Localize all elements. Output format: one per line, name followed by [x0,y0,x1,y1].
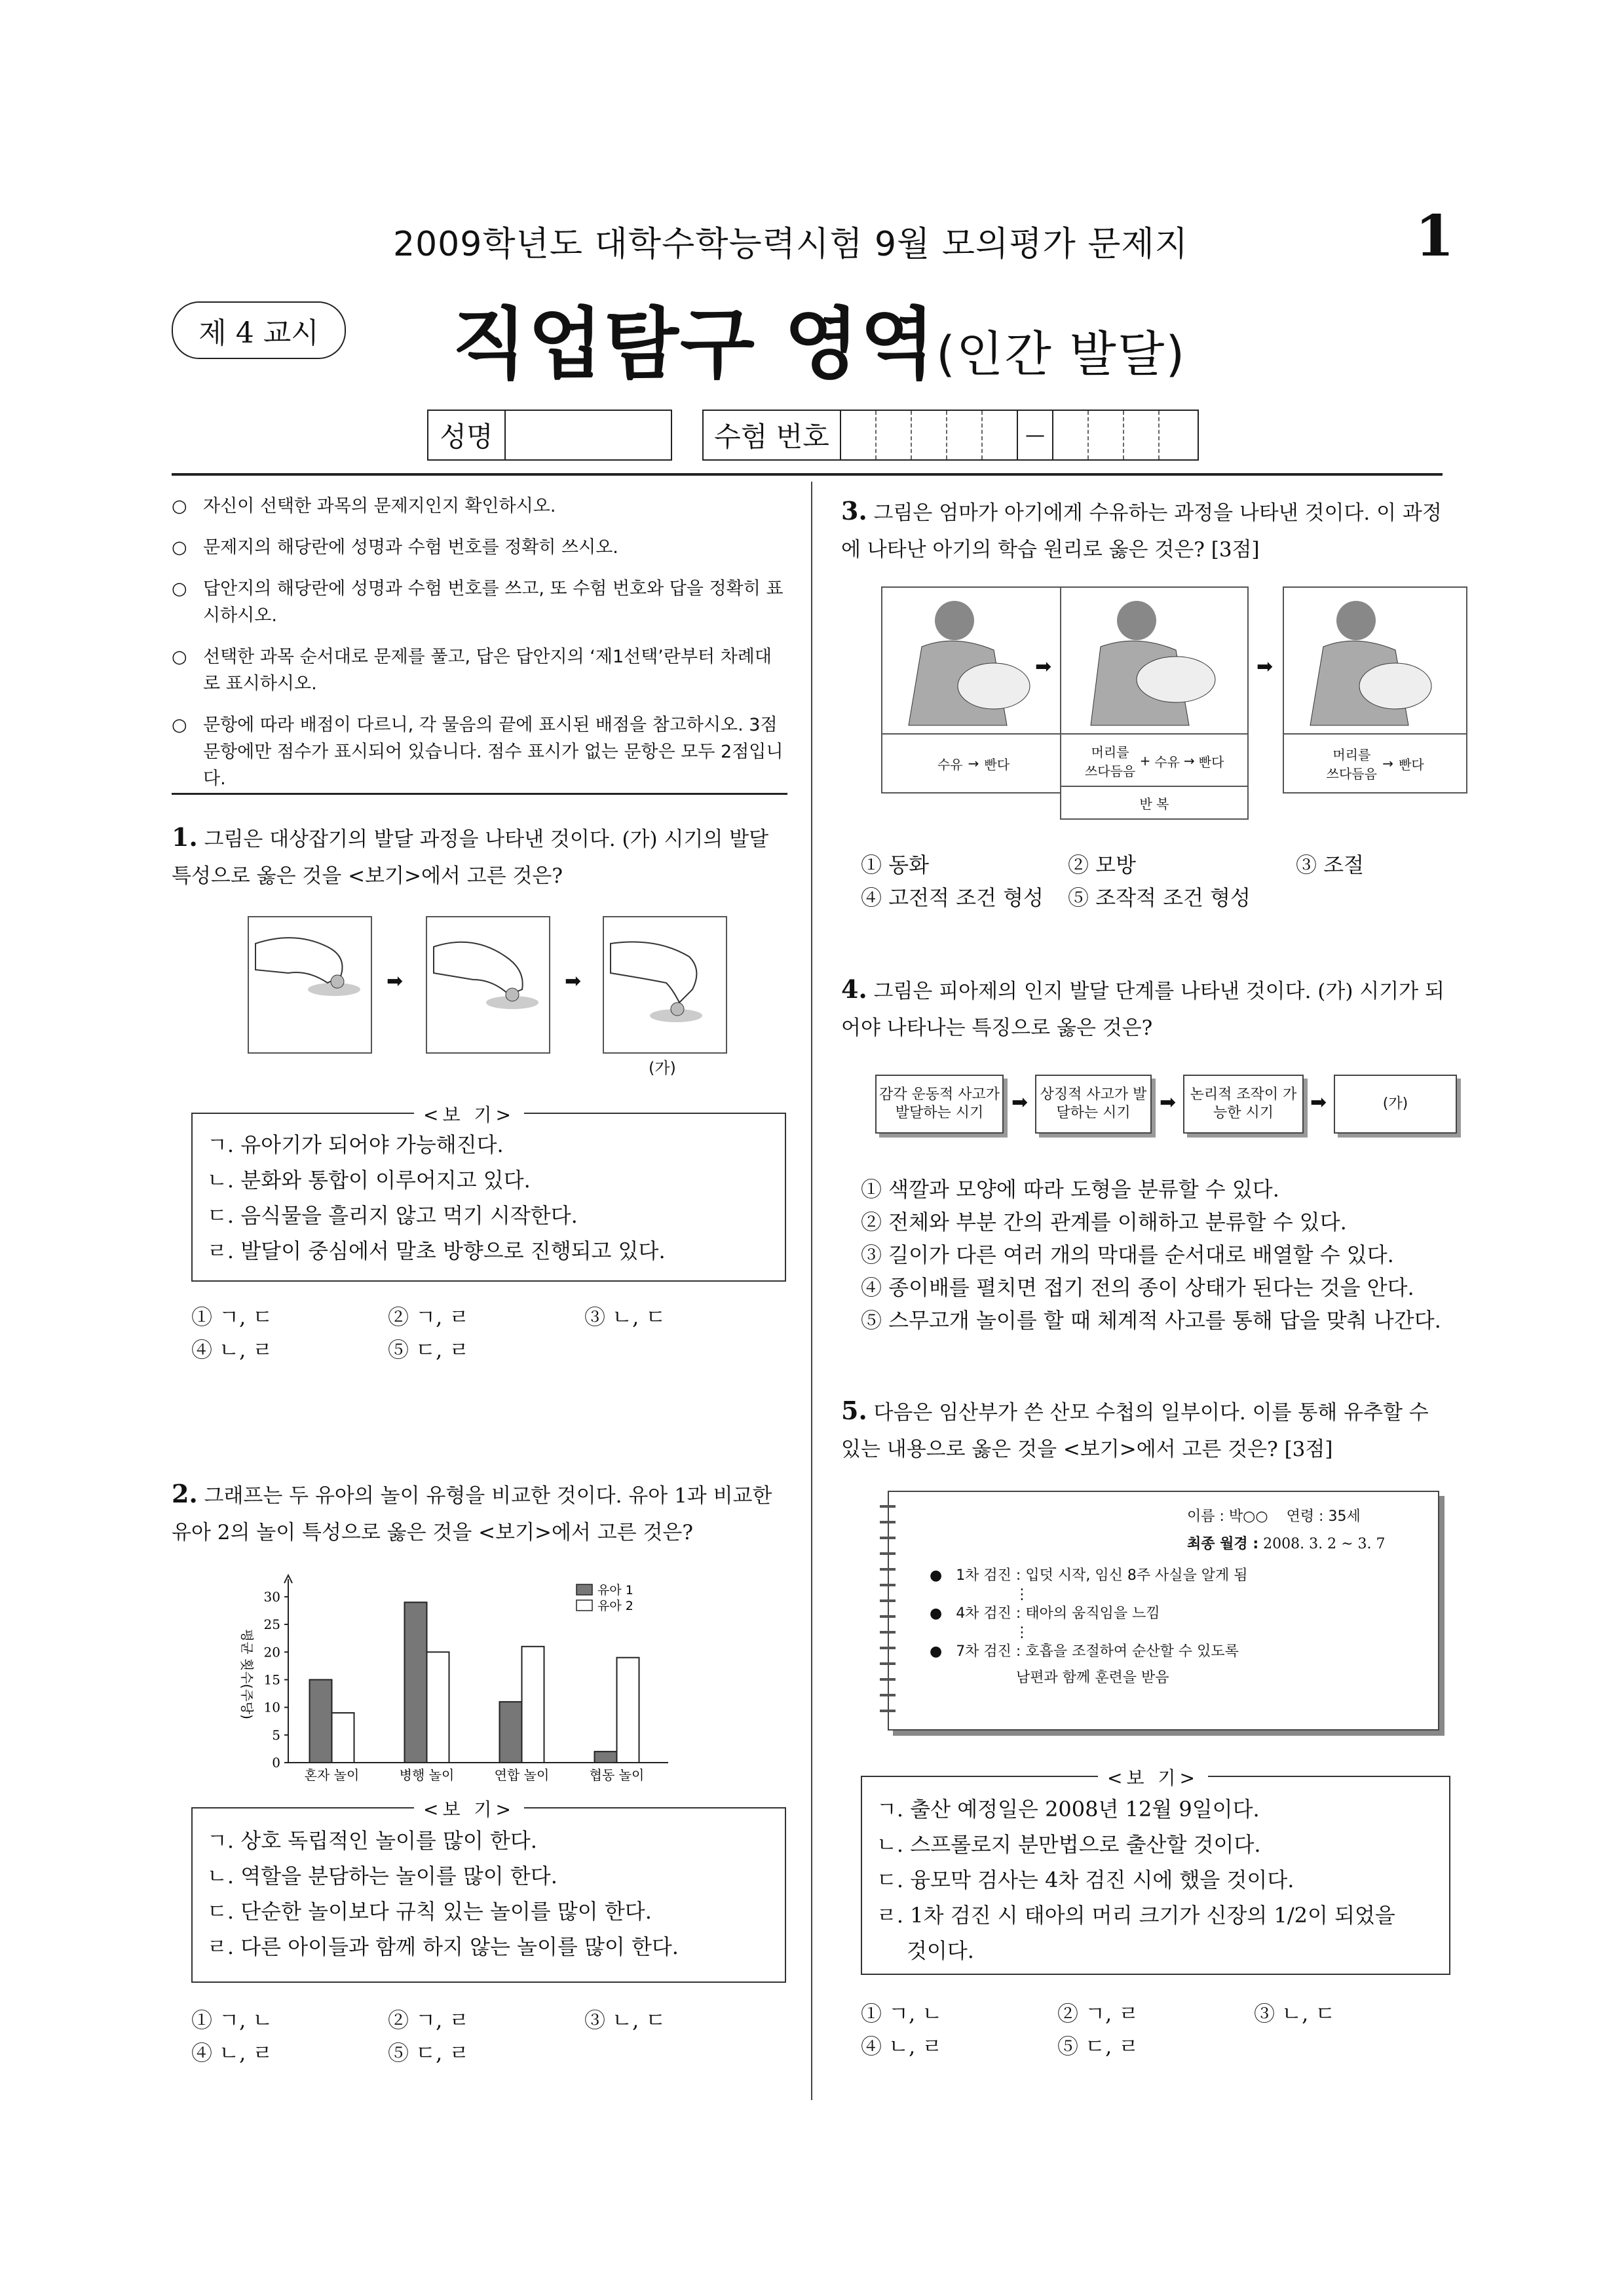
subject-title [452,282,1186,393]
bogi-title: <보 기> [414,1101,524,1127]
bullet-icon: ○ [172,537,187,558]
answer-choice[interactable]: ① 색깔과 모양에 따라 도형을 분류할 수 있다. [861,1177,1279,1202]
hand-grasp-image [427,917,549,1052]
hand-grasp-image [249,917,371,1052]
answer-choice[interactable]: ③ 길이가 다른 여러 개의 막대를 순서대로 배열할 수 있다. [861,1242,1394,1267]
note-entry-text: 1차 검진 : 입덧 시작, 임신 8주 사실을 알게 됨 [956,1567,1248,1584]
bullet-icon: ○ [172,647,187,667]
question-number: 5. [841,1396,867,1425]
right-arrow-icon: ➡ [1256,655,1274,678]
exam-digit-cell[interactable] [912,411,947,459]
bar [405,1602,427,1763]
play-type-bar-chart [210,1573,681,1789]
legend-swatch [576,1600,592,1611]
y-axis-label: 평균 횟수(주당) [239,1629,255,1719]
bogi-item: ㄷ. 단순한 놀이보다 규칙 있는 놀이를 많이 한다. [207,1899,652,1924]
grasp-figure-2 [426,916,550,1054]
answer-choice[interactable]: ② ㄱ, ㄹ [1057,2001,1139,2026]
question-number: 1. [172,822,198,852]
bogi-item: ㄱ. 상호 독립적인 놀이를 많이 한다. [207,1828,537,1853]
answer-choice[interactable]: ④ 고전적 조건 형성 [861,885,1044,910]
bar [332,1713,354,1763]
y-tick-label: 25 [263,1617,280,1633]
stimulus-label: 수유 [1154,754,1180,770]
x-tick-label: 협동 놀이 [589,1767,645,1783]
exam-digit-cell[interactable] [1053,411,1089,459]
response-label: 빤다 [1198,754,1224,770]
question-number: 2. [172,1479,198,1508]
instruction-text: 자신이 선택한 과목의 문제지인지 확인하시오. [203,496,556,516]
mother-feeding-image [1284,588,1466,733]
exam-title: 2009학년도 대학수학능력시험 9월 모의평가 문제지 [393,225,1188,264]
exam-digit-cell[interactable] [841,411,877,459]
bogi-item: ㄴ. 분화와 통합이 이루어지고 있다. [207,1168,531,1193]
instruction-item [172,643,787,697]
instruction-item [172,575,787,629]
answer-choice[interactable]: ① ㄱ, ㄴ [191,2008,273,2033]
answer-choice[interactable]: ⑤ 스무고개 놀이를 할 때 체계적 사고를 통해 답을 맞춰 나간다. [861,1308,1441,1333]
note-lmp [1187,1533,1385,1553]
bullet-icon: ● [930,1643,956,1660]
y-tick-label: 0 [272,1755,280,1770]
name-field[interactable] [506,411,671,459]
lmp-value: 2008. 3. 2 ~ 3. 7 [1263,1536,1386,1552]
name-label: 성명 [428,411,506,459]
question-text: 그림은 대상잡기의 발달 과정을 나타낸 것이다. (가) 시기의 발달 특성으로 옳은 것을 <보기>에서 고른 것은? [172,828,769,888]
mother-feeding-image [1061,588,1247,733]
plus-label: + [1139,753,1151,769]
answer-choice[interactable]: ② ㄱ, ㄹ [388,2008,470,2033]
panel-caption [1061,733,1247,787]
question-text: 그림은 엄마가 아기에게 수유하는 과정을 나타낸 것이다. 이 과정에 나타난 아기의 학습 원리로 옳은 것은? [3점] [841,501,1442,562]
right-arrow-icon: ➡ [1310,1091,1327,1114]
feeding-panel-3 [1283,586,1467,794]
note-entry-text: 4차 검진 : 태아의 움직임을 느낌 [956,1605,1160,1622]
stage-box: (가) [1334,1075,1457,1134]
exam-digit-cell[interactable] [947,411,983,459]
exam-number-label: 수험 번호 [704,411,841,459]
answer-choice[interactable]: ① 동화 [861,852,929,877]
bar [427,1652,449,1763]
feeding-panel-2 [1060,586,1249,820]
bullet-icon: ● [930,1567,956,1584]
grasp-figure-1 [248,916,372,1054]
bar [522,1647,544,1763]
bogi-item: ㄹ. 다른 아이들과 함께 하지 않는 놀이를 많이 한다. [207,1934,679,1959]
repeat-label: 반 복 [1061,786,1247,818]
question-text: 다음은 임산부가 쓴 산모 수첩의 일부이다. 이를 통해 유추할 수 있는 내용으로 옳은 것을 <보기>에서 고른 것은? [3점] [841,1401,1429,1461]
question-2 [172,1476,787,1551]
right-arrow-icon: → [1382,756,1394,771]
instruction-text: 선택한 과목 순서대로 문제를 풀고, 답은 답안지의 ‘제1선택’란부터 차례대로 표시하시오. [203,647,772,694]
right-arrow-icon: ➡ [1011,1091,1029,1114]
bar [500,1702,522,1763]
exam-number-box [702,410,1199,461]
right-arrow-icon: ➡ [387,970,404,993]
note-age: 연령 : 35세 [1286,1508,1361,1525]
x-tick-label: 병행 놀이 [399,1767,455,1783]
y-tick-label: 15 [263,1672,280,1688]
right-arrow-icon: ➡ [1035,655,1052,678]
figure-caption: (가) [649,1059,676,1077]
instruction-item [172,493,787,520]
bullet-icon: ● [930,1605,956,1622]
legend-label: 유아 1 [597,1583,633,1598]
stimulus-label: 머리를 쓰다듬음 [1084,744,1136,779]
feeding-panel-1 [881,586,1066,794]
note-name: 이름 : 박○○ [1187,1508,1268,1525]
bogi-item: ㄴ. 스프롤로지 분만법으로 출산할 것이다. [877,1832,1261,1857]
ellipsis-icon: ⋮ [1015,1586,1029,1603]
bullet-icon: ○ [172,715,187,735]
stimulus-label: 머리를 쓰다듬음 [1326,747,1377,782]
answer-choice[interactable]: ④ ㄴ, ㄹ [861,2034,943,2059]
panel-caption [1284,733,1466,792]
panel-caption [882,733,1065,792]
bullet-icon: ○ [172,579,187,599]
maternity-notebook [888,1491,1439,1731]
answer-choice[interactable]: ③ ㄴ, ㄷ [1254,2001,1336,2026]
x-tick-label: 연합 놀이 [494,1767,550,1783]
y-tick-label: 30 [263,1588,280,1605]
answer-choice[interactable]: ② 모방 [1068,852,1136,877]
note-header [1187,1505,1361,1525]
bogi-box [861,1767,1450,1975]
exam-digit-cell[interactable] [1124,411,1160,459]
note-entry [930,1601,1248,1627]
lmp-label: 최종 월경 : [1187,1536,1259,1552]
answer-choice[interactable]: ⑤ 조작적 조건 형성 [1068,885,1251,910]
answer-choice[interactable]: ④ ㄴ, ㄹ [191,1337,273,1362]
instructions [172,493,787,792]
note-entry [930,1639,1248,1665]
period-badge [172,301,346,359]
note-entry-cont: 남편과 함께 훈련을 받음 [1016,1670,1169,1686]
instruction-item [172,712,787,792]
answer-choice[interactable]: ⑤ ㄷ, ㄹ [388,2040,470,2065]
question-5 [841,1392,1454,1468]
note-entries [930,1563,1248,1691]
legend-label: 유아 2 [597,1599,633,1613]
bogi-title: <보 기> [414,1795,524,1822]
page-number: 1 [1415,203,1454,269]
bogi-item: ㄱ. 출산 예정일은 2008년 12월 9일이다. [877,1797,1260,1822]
bar [617,1658,639,1763]
note-entry-text: 7차 검진 : 호흡을 조절하여 순산할 수 있도록 [956,1643,1239,1660]
name-box [427,410,672,461]
bogi-title: <보 기> [1098,1764,1208,1790]
subject-sub: (인간 발달) [936,326,1186,383]
exam-digit-cell[interactable] [1089,411,1124,459]
instruction-text: 답안지의 해당란에 성명과 수험 번호를 쓰고, 또 수험 번호와 답을 정확히 표시하시오. [203,579,784,626]
x-tick-label: 혼자 놀이 [304,1767,360,1783]
column-divider [811,482,812,2100]
instruction-text: 문항에 따라 배점이 다르니, 각 물음의 끝에 표시된 배점을 참고하시오. 3점 문항에만 점수가 표시되어 있습니다. 점수 표시가 없는 문항은 모두 2점입니다. [203,715,784,789]
answer-choice[interactable]: ① ㄱ, ㄴ [861,2001,943,2026]
stage-box: 감각 운동적 사고가 발달하는 시기 [875,1075,1004,1134]
y-tick-label: 10 [263,1699,280,1715]
question-text: 그래프는 두 유아의 놀이 유형을 비교한 것이다. 유아 1과 비교한 유아 2의 놀이 특성으로 옳은 것을 <보기>에서 고른 것은? [172,1484,772,1544]
spiral-binding-icon [880,1499,896,1721]
hand-grasp-image [604,917,726,1052]
answer-choice[interactable]: ② 전체와 부분 간의 관계를 이해하고 분류할 수 있다. [861,1210,1347,1234]
bogi-item: ㄷ. 융모막 검사는 4차 검진 시에 했을 것이다. [877,1867,1294,1892]
question-number: 3. [841,496,867,526]
bar [310,1679,332,1763]
exam-dash-cell: — [1018,411,1053,459]
ellipsis-icon: ⋮ [1015,1624,1029,1641]
question-text: 그림은 피아제의 인지 발달 단계를 나타낸 것이다. (가) 시기가 되어야 나타나는 특징으로 옳은 것은? [841,980,1445,1040]
exam-digit-cell[interactable] [983,411,1018,459]
period-text: 제 4 교시 [198,316,319,350]
right-arrow-icon: → [968,756,979,771]
bogi-item: ㄹ. 발달이 중심에서 말초 방향으로 진행되고 있다. [207,1238,666,1263]
exam-digit-cell[interactable] [877,411,912,459]
stimulus-label: 수유 [937,756,963,773]
header-rule [172,473,1443,476]
answer-choice[interactable]: ① ㄱ, ㄷ [191,1305,273,1330]
response-label: 빤다 [984,756,1010,773]
bullet-icon: ○ [172,496,187,516]
right-arrow-icon: → [1184,753,1195,769]
exam-digit-cell[interactable] [1160,411,1198,459]
response-label: 빤다 [1399,756,1424,773]
answer-choice[interactable]: ④ 종이배를 펼치면 접기 전의 종이 상태가 된다는 것을 안다. [861,1275,1414,1300]
instruction-text: 문제지의 해당란에 성명과 수험 번호를 정확히 쓰시오. [203,537,618,558]
instruction-item [172,534,787,561]
bogi-item: ㄴ. 역할을 분담하는 놀이를 많이 한다. [207,1864,557,1888]
bogi-item: ㄷ. 음식물을 흘리지 않고 먹기 시작한다. [207,1203,578,1228]
bogi-item: ㄱ. 유아기가 되어야 가능해진다. [207,1132,504,1157]
answer-choice[interactable]: ⑤ ㄷ, ㄹ [388,1337,470,1362]
bogi-item: ㄹ. 1차 검진 시 태아의 머리 크기가 신장의 1/2이 되었을 [877,1903,1395,1928]
question-number: 4. [841,974,867,1004]
bogi-box [191,1104,786,1282]
note-entry [930,1563,1248,1589]
grasp-figure-3 [603,916,727,1054]
question-3 [841,493,1454,568]
subject-main: 직업탐구 영역 [452,299,937,389]
instructions-rule [172,793,787,795]
question-4 [841,971,1454,1046]
legend-swatch [576,1584,592,1595]
answer-choice[interactable]: ③ ㄴ, ㄷ [584,1305,666,1330]
answer-choice[interactable]: ③ 조절 [1296,852,1364,877]
answer-choice[interactable]: ③ ㄴ, ㄷ [584,2008,666,2033]
answer-choice[interactable]: ② ㄱ, ㄹ [388,1305,470,1330]
bogi-box [191,1799,786,1983]
question-1 [172,819,787,894]
answer-choice[interactable]: ⑤ ㄷ, ㄹ [1057,2034,1139,2059]
answer-choice[interactable]: ④ ㄴ, ㄹ [191,2040,273,2065]
y-tick-label: 20 [263,1644,280,1660]
right-arrow-icon: ➡ [565,970,582,993]
y-tick-label: 5 [272,1727,280,1743]
bogi-item: 것이다. [907,1938,974,1963]
bar [595,1751,617,1763]
choice-list [861,1173,1441,1337]
stage-box: 상징적 사고가 발달하는 시기 [1035,1075,1152,1134]
right-arrow-icon: ➡ [1160,1091,1177,1114]
stage-box: 논리적 조작이 가능한 시기 [1183,1075,1304,1134]
